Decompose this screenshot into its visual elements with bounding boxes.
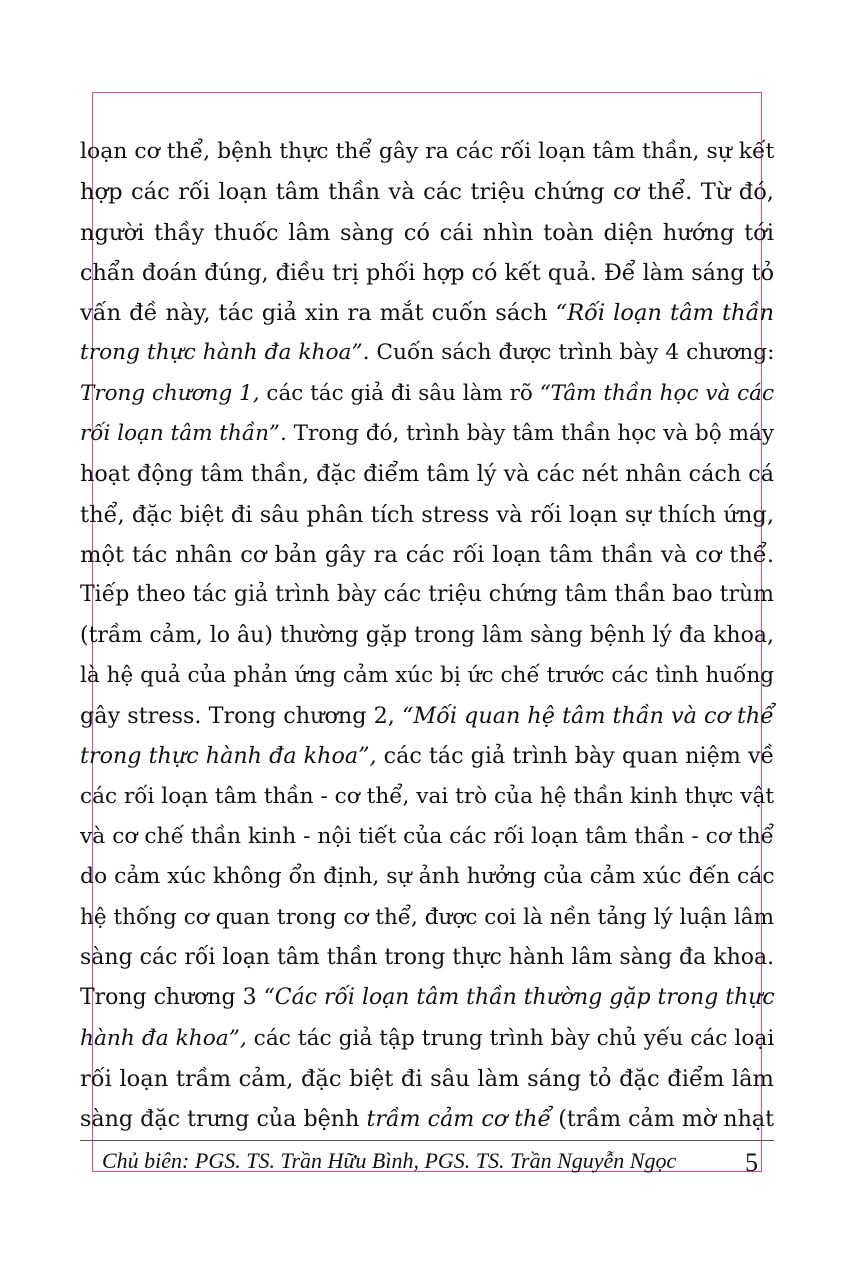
text-line bbox=[80, 1059, 774, 1099]
body-text bbox=[80, 132, 774, 1139]
text-line bbox=[80, 1019, 774, 1059]
text-line bbox=[80, 414, 774, 454]
text-line bbox=[80, 495, 774, 535]
footer-editors: Chủ biên: PGS. TS. Trần Hữu Bình, PGS. TS. Trần Nguyễn Ngọc bbox=[102, 1148, 677, 1173]
text-line bbox=[80, 898, 774, 938]
text-segment: các tác giả trình bày quan niệm về bbox=[376, 743, 775, 770]
text-line bbox=[80, 172, 774, 212]
text-line bbox=[80, 454, 774, 494]
italic-text: “Rối loạn tâm thần bbox=[555, 300, 774, 327]
text-segment: (trầm cảm, lo âu) thường gặp trong lâm sàng bệnh lý đa khoa, bbox=[80, 622, 774, 648]
text-segment: Trong chương 3 bbox=[80, 985, 264, 1011]
text-line bbox=[80, 817, 774, 857]
text-segment: rối loạn trầm cảm, đặc biệt đi sâu làm sáng tỏ đặc điểm lâm bbox=[80, 1065, 774, 1092]
text-segment: hệ thống cơ quan trong cơ thể, được coi là nền tảng lý luận lâm bbox=[80, 904, 774, 930]
italic-text: rối loạn tâm thần”. bbox=[80, 421, 287, 447]
text-line bbox=[80, 213, 774, 253]
text-line bbox=[80, 857, 774, 897]
text-segment: là hệ quả của phản ứng cảm xúc bị ức chế trước các tình huống bbox=[80, 662, 775, 688]
italic-text: Trong chương 1, bbox=[80, 380, 260, 406]
italic-text: trong thực hành đa khoa” bbox=[80, 340, 363, 366]
text-segment: sàng các rối loạn tâm thần trong thực hành lâm sàng đa khoa. bbox=[80, 944, 775, 970]
text-segment: chẩn đoán đúng, điều trị phối hợp có kết quả. Để làm sáng tỏ bbox=[80, 259, 774, 286]
text-segment: do cảm xúc không ổn định, sự ảnh hưởng của cảm xúc đến các bbox=[80, 864, 775, 890]
text-line bbox=[80, 777, 774, 817]
text-segment: các tác giả đi sâu làm rõ bbox=[259, 380, 540, 406]
text-segment: hoạt động tâm thần, đặc điểm tâm lý và các nét nhân cách cá bbox=[80, 461, 774, 488]
text-line bbox=[80, 575, 774, 615]
text-segment: Tiếp theo tác giả trình bày các triệu chứng tâm thần bao trùm bbox=[80, 582, 774, 608]
text-segment: vấn đề này, tác giả xin ra mắt cuốn sách bbox=[80, 300, 556, 327]
italic-text: trong thực hành đa khoa”, bbox=[80, 743, 377, 770]
text-line bbox=[80, 535, 774, 575]
text-line bbox=[80, 736, 774, 776]
text-line bbox=[80, 132, 774, 172]
footer-divider bbox=[80, 1140, 774, 1141]
text-segment: gây stress. Trong chương 2, bbox=[80, 703, 402, 730]
text-line bbox=[80, 696, 774, 736]
text-segment: người thầy thuốc lâm sàng có cái nhìn toàn diện hướng tới bbox=[80, 219, 774, 246]
text-segment: các rối loạn tâm thần - cơ thể, vai trò của hệ thần kinh thực vật bbox=[80, 783, 774, 809]
text-segment: các tác giả tập trung trình bày chủ yếu các loại bbox=[246, 1025, 775, 1051]
italic-text: trầm cảm cơ thể bbox=[366, 1106, 552, 1133]
text-segment: một tác nhân cơ bản gây ra các rối loạn tâm thần và cơ thể. bbox=[80, 541, 774, 568]
text-line bbox=[80, 938, 774, 978]
text-line bbox=[80, 333, 774, 373]
text-line bbox=[80, 1099, 774, 1139]
italic-text: “Tâm thần học và các bbox=[539, 380, 775, 406]
text-segment: loạn cơ thể, bệnh thực thể gây ra các rối loạn tâm thần, sự kết bbox=[80, 139, 775, 164]
text-segment: thể, đặc biệt đi sâu phân tích stress và rối loạn sự thích ứng, bbox=[80, 501, 774, 528]
text-line bbox=[80, 656, 774, 696]
page-number: 5 bbox=[745, 1148, 758, 1177]
text-line bbox=[80, 253, 774, 293]
italic-text: “Các rối loạn tâm thần thường gặp trong thực bbox=[263, 985, 775, 1011]
text-line bbox=[80, 293, 774, 333]
text-segment: Trong đó, trình bày tâm thần học và bộ máy bbox=[286, 421, 775, 447]
text-line bbox=[80, 978, 774, 1018]
text-line bbox=[80, 616, 774, 656]
italic-text: “Mối quan hệ tâm thần và cơ thể bbox=[401, 703, 775, 730]
text-segment: và cơ chế thần kinh - nội tiết của các rối loạn tâm thần - cơ thể bbox=[80, 824, 775, 850]
text-segment: sàng đặc trưng của bệnh bbox=[80, 1106, 367, 1133]
text-segment: . Cuốn sách được trình bày 4 chương: bbox=[362, 340, 775, 366]
text-segment: hợp các rối loạn tâm thần và các triệu chứng cơ thể. Từ đó, bbox=[80, 179, 774, 206]
text-line bbox=[80, 374, 774, 414]
text-segment: (trầm cảm mờ nhạt bbox=[551, 1106, 774, 1133]
italic-text: hành đa khoa”, bbox=[80, 1025, 247, 1051]
